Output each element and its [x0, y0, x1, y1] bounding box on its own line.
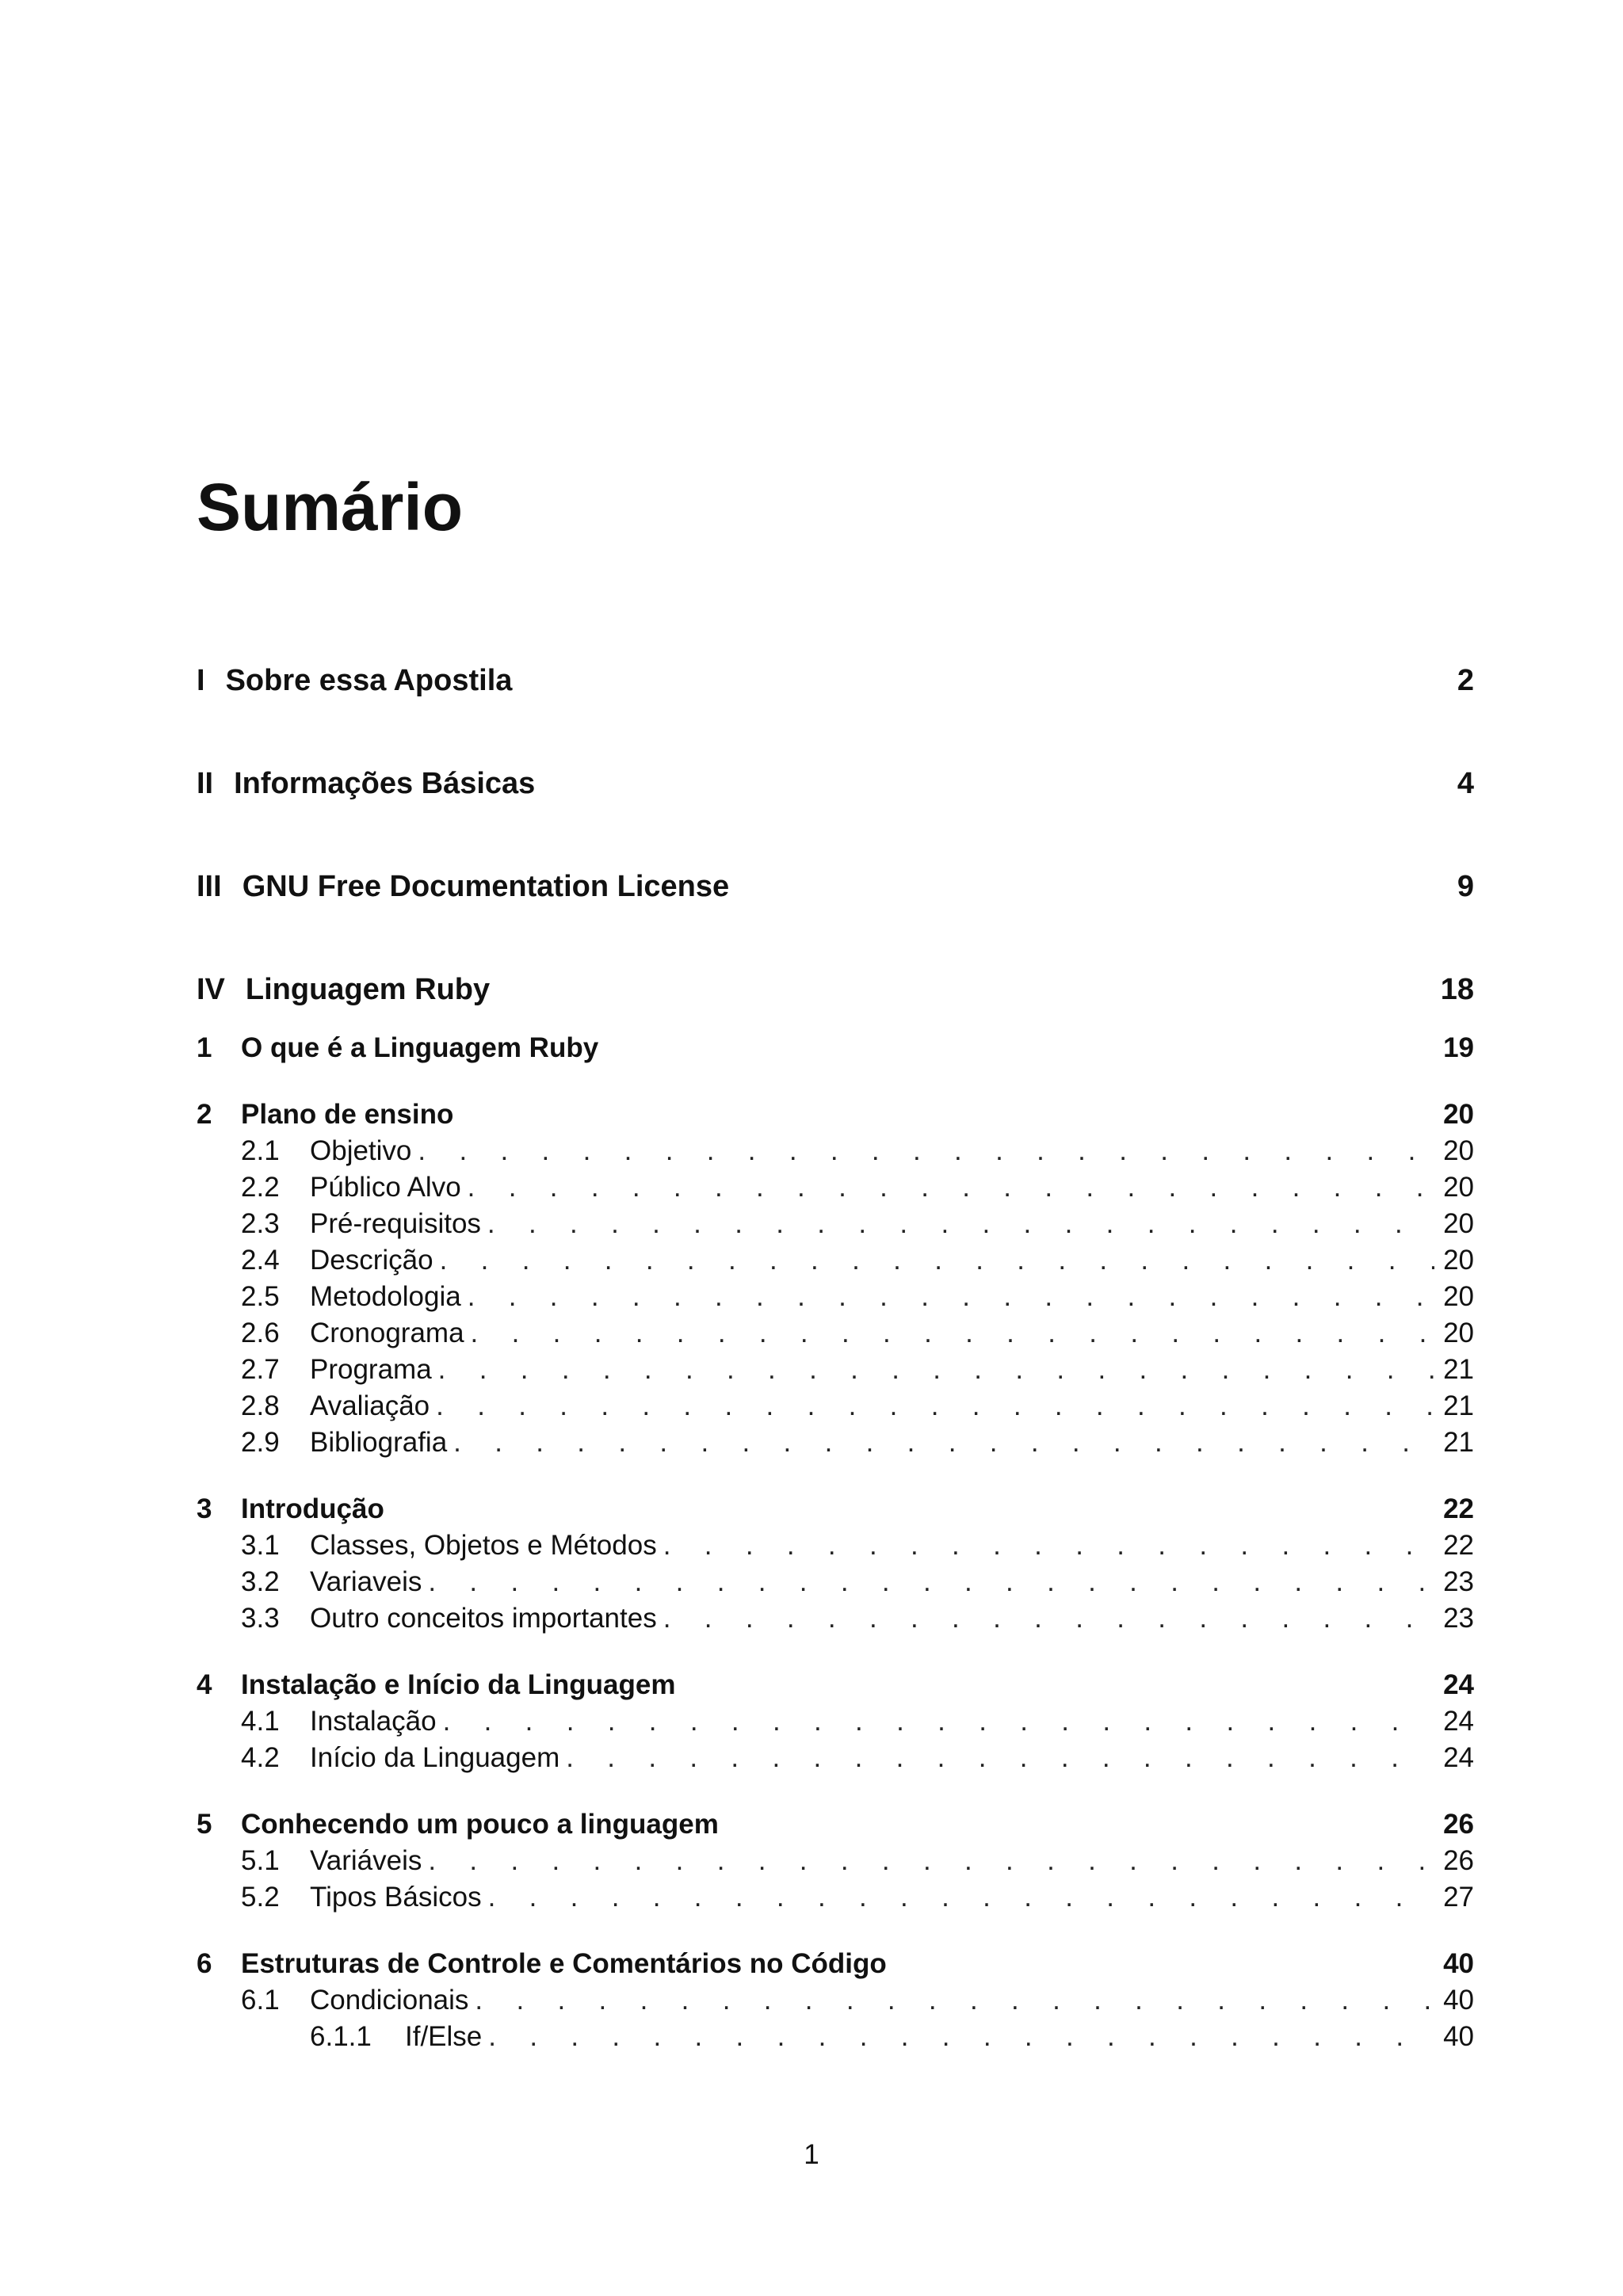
section-title: Cronograma	[310, 1318, 464, 1348]
part-title: Sobre essa Apostila	[225, 664, 513, 697]
dot-leader	[436, 1390, 1434, 1422]
section-title: Programa	[310, 1354, 432, 1385]
subsection-number: 6.1.1	[310, 2021, 372, 2052]
toc-part[interactable]	[197, 973, 1474, 1007]
part-number: I	[197, 664, 205, 697]
section-number: 3.3	[241, 1603, 280, 1634]
part-number: II	[197, 767, 214, 800]
section-page: 20	[1443, 1172, 1474, 1203]
toc-section[interactable]	[241, 1135, 1474, 1167]
toc-section[interactable]	[241, 1845, 1474, 1877]
page-title: Sumário	[197, 470, 464, 544]
dot-leader	[438, 1354, 1434, 1386]
toc-section[interactable]	[241, 1318, 1474, 1349]
toc-chapter[interactable]	[197, 1809, 1474, 1840]
section-page: 21	[1443, 1354, 1474, 1385]
section-title: Metodologia	[310, 1281, 461, 1312]
section-page: 23	[1443, 1603, 1474, 1634]
part-title: Informações Básicas	[234, 767, 536, 800]
toc-section[interactable]	[241, 1742, 1474, 1774]
chapter-number: 4	[197, 1669, 212, 1700]
section-number: 2.5	[241, 1281, 280, 1312]
dot-leader	[418, 1135, 1434, 1167]
toc-section[interactable]	[241, 1427, 1474, 1459]
section-page: 20	[1443, 1281, 1474, 1312]
part-page: 18	[1440, 973, 1474, 1006]
dot-leader	[471, 1318, 1434, 1349]
toc-section[interactable]	[241, 1390, 1474, 1422]
dot-leader	[468, 1281, 1434, 1313]
dot-leader	[475, 1985, 1434, 2016]
part-title: GNU Free Documentation License	[242, 870, 730, 903]
chapter-number: 5	[197, 1809, 212, 1840]
section-title: Instalação	[310, 1706, 437, 1737]
toc-chapter[interactable]	[197, 1099, 1474, 1131]
dot-leader	[428, 1845, 1434, 1877]
section-number: 4.2	[241, 1742, 280, 1773]
chapter-page: 24	[1443, 1669, 1474, 1700]
toc-section[interactable]	[241, 1530, 1474, 1562]
dot-leader	[443, 1706, 1434, 1737]
dot-leader	[440, 1245, 1434, 1276]
part-title: Linguagem Ruby	[245, 973, 491, 1006]
dot-leader	[428, 1566, 1434, 1598]
section-number: 3.1	[241, 1530, 280, 1561]
section-number: 5.2	[241, 1882, 280, 1913]
toc-section[interactable]	[241, 1172, 1474, 1203]
section-number: 4.1	[241, 1706, 280, 1737]
section-page: 27	[1443, 1882, 1474, 1913]
dot-leader	[488, 1882, 1434, 1913]
toc-section[interactable]	[241, 1354, 1474, 1386]
part-page: 9	[1457, 870, 1474, 903]
section-number: 2.8	[241, 1390, 280, 1421]
section-title: Tipos Básicos	[310, 1882, 482, 1913]
toc-section[interactable]	[241, 1566, 1474, 1598]
section-title: Início da Linguagem	[310, 1742, 560, 1773]
dot-leader	[566, 1742, 1434, 1774]
section-page: 24	[1443, 1742, 1474, 1773]
dot-leader	[663, 1530, 1434, 1562]
page-number: 1	[804, 2139, 819, 2170]
toc-section[interactable]	[241, 1985, 1474, 2016]
section-title: Classes, Objetos e Métodos	[310, 1530, 657, 1561]
chapter-title: Estruturas de Controle e Comentários no Código	[241, 1948, 887, 1979]
part-number: III	[197, 870, 222, 903]
dot-leader	[487, 1208, 1434, 1240]
toc-part[interactable]	[197, 870, 1474, 904]
section-title: Avaliação	[310, 1390, 430, 1421]
section-page: 20	[1443, 1318, 1474, 1348]
chapter-title: Conhecendo um pouco a linguagem	[241, 1809, 719, 1840]
section-number: 2.4	[241, 1245, 280, 1276]
section-page: 21	[1443, 1390, 1474, 1421]
toc-section[interactable]	[241, 1603, 1474, 1634]
section-page: 20	[1443, 1208, 1474, 1239]
chapter-page: 20	[1443, 1099, 1474, 1130]
section-page: 23	[1443, 1566, 1474, 1597]
toc-section[interactable]	[241, 1882, 1474, 1913]
chapter-page: 19	[1443, 1032, 1474, 1063]
toc-section[interactable]	[241, 1706, 1474, 1737]
chapter-title: O que é a Linguagem Ruby	[241, 1032, 599, 1063]
chapter-page: 40	[1443, 1948, 1474, 1979]
part-page: 4	[1457, 767, 1474, 800]
toc-part[interactable]	[197, 767, 1474, 801]
toc-part[interactable]	[197, 664, 1474, 698]
section-number: 2.6	[241, 1318, 280, 1348]
toc-chapter[interactable]	[197, 1493, 1474, 1525]
section-number: 2.3	[241, 1208, 280, 1239]
part-number: IV	[197, 973, 225, 1006]
chapter-page: 22	[1443, 1493, 1474, 1524]
chapter-number: 3	[197, 1493, 212, 1524]
subsection-title: If/Else	[405, 2021, 483, 2052]
toc-chapter[interactable]	[197, 1669, 1474, 1701]
section-number: 2.1	[241, 1135, 280, 1166]
chapter-number: 2	[197, 1099, 212, 1130]
section-title: Descrição	[310, 1245, 433, 1276]
section-page: 20	[1443, 1135, 1474, 1166]
section-page: 20	[1443, 1245, 1474, 1276]
toc-chapter[interactable]	[197, 1948, 1474, 1980]
subsection-page: 40	[1443, 2021, 1474, 2052]
section-page: 22	[1443, 1530, 1474, 1561]
chapter-title: Instalação e Início da Linguagem	[241, 1669, 676, 1700]
part-page: 2	[1457, 664, 1474, 697]
section-page: 26	[1443, 1845, 1474, 1876]
chapter-title: Plano de ensino	[241, 1099, 454, 1130]
chapter-page: 26	[1443, 1809, 1474, 1840]
dot-leader	[468, 1172, 1434, 1203]
dot-leader	[663, 1603, 1434, 1634]
section-title: Bibliografia	[310, 1427, 448, 1458]
section-title: Variáveis	[310, 1845, 422, 1876]
section-page: 21	[1443, 1427, 1474, 1458]
section-number: 3.2	[241, 1566, 280, 1597]
toc-subsection[interactable]	[310, 2021, 1474, 2053]
section-title: Objetivo	[310, 1135, 412, 1166]
section-page: 40	[1443, 1985, 1474, 2016]
section-number: 6.1	[241, 1985, 280, 2016]
toc-section[interactable]	[241, 1245, 1474, 1276]
section-title: Pré-requisitos	[310, 1208, 481, 1239]
toc-section[interactable]	[241, 1281, 1474, 1313]
section-title: Condicionais	[310, 1985, 469, 2016]
toc-chapter[interactable]	[197, 1032, 1474, 1064]
section-title: Variaveis	[310, 1566, 422, 1597]
section-number: 2.9	[241, 1427, 280, 1458]
section-title: Outro conceitos importantes	[310, 1603, 657, 1634]
chapter-number: 6	[197, 1948, 212, 1979]
section-number: 2.2	[241, 1172, 280, 1203]
dot-leader	[453, 1427, 1434, 1459]
chapter-number: 1	[197, 1032, 212, 1063]
section-page: 24	[1443, 1706, 1474, 1737]
toc-section[interactable]	[241, 1208, 1474, 1240]
dot-leader	[488, 2021, 1434, 2053]
chapter-title: Introdução	[241, 1493, 384, 1524]
section-number: 2.7	[241, 1354, 280, 1385]
section-title: Público Alvo	[310, 1172, 461, 1203]
section-number: 5.1	[241, 1845, 280, 1876]
